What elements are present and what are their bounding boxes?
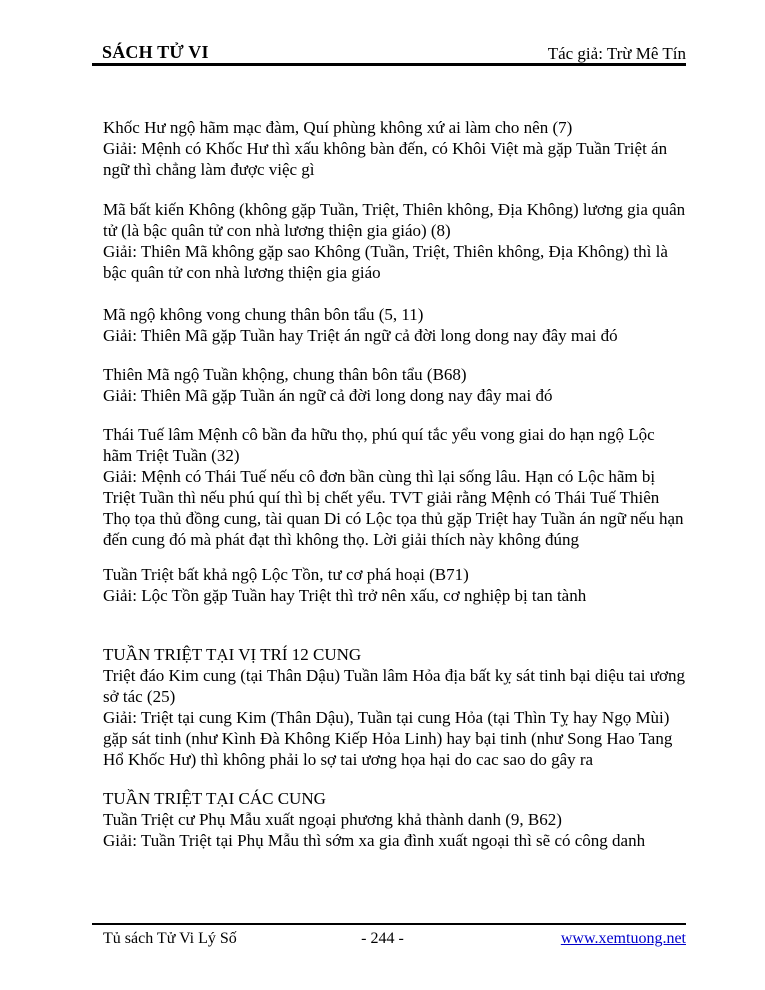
paragraph-line: Mã ngộ không vong chung thân bôn tẩu (5, 11) [103, 305, 424, 324]
paragraph-line: Giải: Mệnh có Khốc Hư thì xấu không bàn đến, có Khôi Việt mà gặp Tuần Triệt án ngữ thì chẳng làm được việc gì [103, 139, 668, 179]
section-heading [103, 788, 686, 809]
paragraph-line: Khốc Hư ngộ hãm mạc đàm, Quí phùng không xứ ai làm cho nên (7) [103, 118, 573, 137]
section-heading [103, 644, 686, 665]
paragraph [103, 564, 686, 606]
paragraph-line: Triệt đáo Kim cung (tại Thân Dậu) Tuần lâm Hỏa địa bất kỵ sát tinh bại diệu tai ương sở tác (25) [103, 666, 685, 706]
paragraph-line: Giải: Tuần Triệt tại Phụ Mẫu thì sớm xa gia đình xuất ngoại thì sẽ có công danh [103, 831, 646, 850]
header-author: Tác giả: Trừ Mê Tín [547, 44, 686, 63]
footer-divider [92, 923, 686, 925]
paragraph-line: Thái Tuế lâm Mệnh cô bần đa hữu thọ, phú quí tắc yểu vong giai do hạn ngộ Lộc hãm Triệt Tuần (32) [103, 425, 655, 465]
paragraph-line: Giải: Mệnh có Thái Tuế nếu cô đơn bần cùng thì lại sống lâu. Hạn có Lộc hãm bị Triệt Tuần thì nếu phú quí thì bị chết yểu. TVT giải rằng Mệnh có Thái Tuế Thiên Thọ tọa thủ đồng cung, tài quan Di có Lộc tọa thủ gặp Triệt hay Tuần án ngữ nếu hạn đến cung đó mà phát đạt thì không thọ. Lời giải thích này không đúng [103, 467, 684, 549]
paragraph-line: Giải: Thiên Mã không gặp sao Không (Tuần, Triệt, Thiên không, Địa Không) thì là bậc quân tử con nhà lương thiện gia giáo [103, 242, 668, 282]
paragraph [103, 809, 686, 851]
header-book-title: SÁCH TỬ VI [102, 42, 209, 62]
paragraph-line: Giải: Triệt tại cung Kim (Thân Dậu), Tuần tại cung Hỏa (tại Thìn Tỵ hay Ngọ Mùi) gặp sát tinh (như Kình Đà Không Kiếp Hỏa Linh) hay bại tinh (như Song Hao Tang Hổ Khốc Hư) thì không phải lo sợ tai ương họa hại do cac sao do gây ra [103, 708, 673, 769]
paragraph-line: Tuần Triệt cư Phụ Mẫu xuất ngoại phương khả thành danh (9, B62) [103, 810, 562, 829]
paragraph-line: Mã bất kiến Không (không gặp Tuần, Triệt, Thiên không, Địa Không) lương gia quân tử (là bậc quân tử con nhà lương thiện gia giáo) (8) [103, 200, 686, 240]
footer-series-title: Tủ sách Tử Vi Lý Số [103, 930, 237, 947]
paragraph-line: Giải: Thiên Mã gặp Tuần án ngữ cả đời long dong nay đây mai đó [103, 386, 553, 405]
paragraph [103, 364, 686, 406]
footer-page-number: - 244 - [361, 930, 404, 947]
paragraph [103, 424, 686, 550]
paragraph [103, 304, 686, 346]
content [103, 117, 686, 851]
paragraph-line: Thiên Mã ngộ Tuần khộng, chung thân bôn tẩu (B68) [103, 365, 467, 384]
paragraph [103, 199, 686, 283]
section-heading-text: TUẦN TRIỆT TẠI VỊ TRÍ 12 CUNG [103, 645, 362, 664]
section-heading-text: TUẦN TRIỆT TẠI CÁC CUNG [103, 789, 326, 808]
header-divider [92, 63, 686, 66]
paragraph [103, 117, 686, 180]
paragraph-line: Giải: Lộc Tồn gặp Tuần hay Triệt thì trở nên xấu, cơ nghiệp bị tan tành [103, 586, 587, 605]
paragraph-line: Tuần Triệt bất khả ngộ Lộc Tồn, tư cơ phá hoại (B71) [103, 565, 469, 584]
footer-website-link[interactable]: www.xemtuong.net [560, 930, 686, 947]
paragraph-line: Giải: Thiên Mã gặp Tuần hay Triệt án ngữ cả đời long dong nay đây mai đó [103, 326, 618, 345]
paragraph [103, 665, 686, 770]
